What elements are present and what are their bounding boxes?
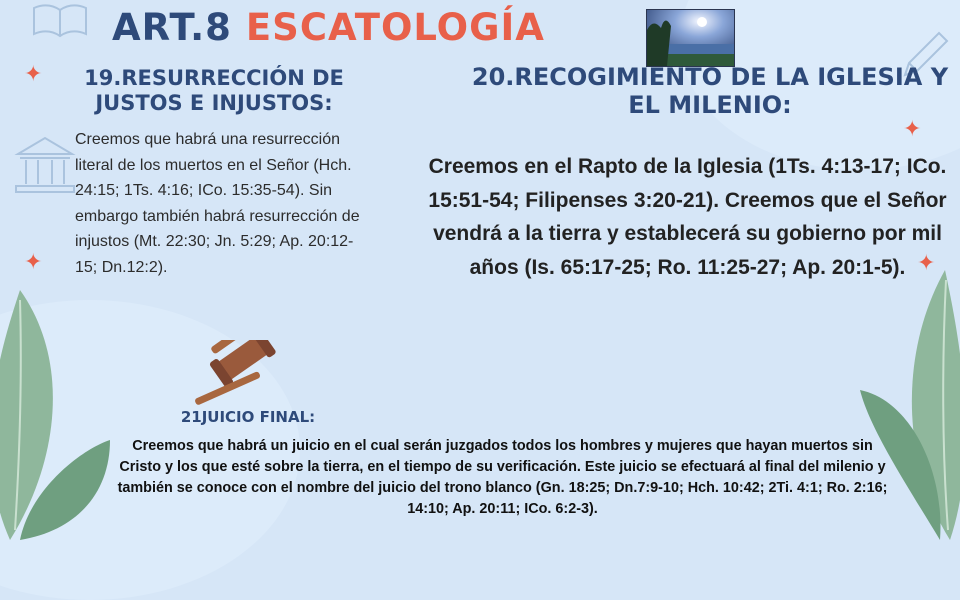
book-icon (30, 0, 90, 40)
section-19-body: Creemos que habrá una resurrección literal de los muertos en el Señor (Hch. 24:15; 1Ts. 4:16; ICo. 15:35-54). Sin embargo también habrá resurrección de injustos (Mt. 22:30; Jn. 5:29; Ap. 20:12-15; Dn.12:2). (75, 131, 360, 276)
leaf-decoration (0, 290, 120, 540)
sparkle-icon: ✦ (24, 61, 43, 86)
section-21-body: Creemos que habrá un juicio en el cual serán juzgados todos los hombres y mujeres que hayan muertos sin Cristo y los que esté sobre la tierra, en el tiempo de su verificación. Este juicio se efectuará al final del milenio y también se conoce con el nombre del juicio del trono blanco (Gn. 18:25; Dn.7:9-10; Hch. 10:42; 2Ti. 4:1; Ro. 2:16; 14:10; Ap. 20:11; ICo. 6:2-3). (117, 438, 888, 517)
sparkle-icon: ✦ (24, 249, 43, 274)
sparkle-icon: ✦ (903, 116, 922, 141)
section-21-title: 21JUICIO FINAL: (180, 408, 316, 426)
title-topic: ESCATOLOGÍA (245, 6, 545, 49)
section-20-title: 20.RECOGIMIENTO DE LA IGLESIA Y EL MILENIO: (471, 63, 949, 119)
page-title (112, 6, 545, 49)
gavel-icon (185, 340, 285, 410)
section-20-body: Creemos en el Rapto de la Iglesia (1Ts. 4:13-17; ICo. 15:51-54; Filipenses 3:20-21). Creemos que el Señor vendrá a la tierra y establecerá su gobierno por mil años (Is. 65:17-25; Ro. 11:25-27; Ap. 20:1-5). (428, 155, 947, 279)
section-19-title: 19.RESURRECCIÓN DE JUSTOS E INJUSTOS: (84, 66, 344, 116)
title-article: ART.8 (112, 6, 232, 49)
courthouse-icon (10, 130, 80, 200)
rapture-image (646, 9, 735, 67)
sparkle-icon: ✦ (917, 250, 936, 275)
